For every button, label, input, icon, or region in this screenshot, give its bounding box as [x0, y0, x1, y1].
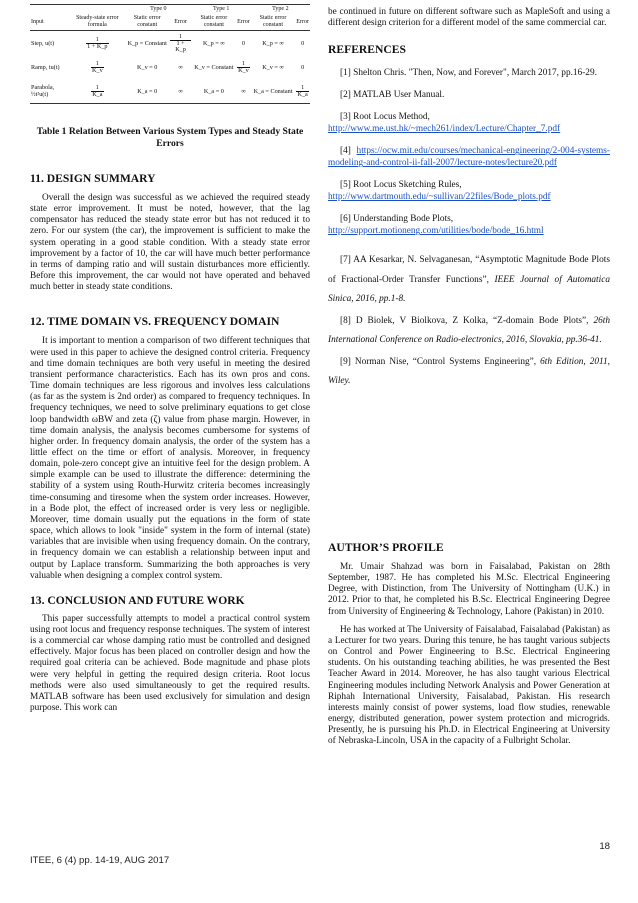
- section-heading: 12. TIME DOMAIN VS. FREQUENCY DOMAIN: [30, 315, 280, 329]
- reference-item: [1] Shelton Chris. "Then, Now, and Forever", March 2017, pp.16-29.: [340, 68, 597, 79]
- reference-item: [328, 111, 610, 135]
- right-column: [328, 0, 610, 747]
- table-cell-constant: K_a = Constant: [251, 79, 295, 104]
- table-row: [30, 79, 310, 104]
- reference-item: [2] MATLAB User Manual.: [340, 90, 445, 101]
- fraction-denominator: 1 + K_p: [175, 39, 186, 53]
- table-cell-error: 0: [301, 63, 305, 71]
- fraction-denominator: K_v: [238, 66, 249, 74]
- page-number: 18: [599, 841, 610, 852]
- table-cell-input: Ramp, tu(t): [31, 63, 60, 71]
- section-heading: REFERENCES: [328, 43, 406, 57]
- table-cell-constant: K_p = Constant: [127, 39, 167, 47]
- system-types-table: [30, 4, 310, 104]
- table-cell-constant: K_p = ∞: [262, 39, 284, 47]
- table-header-constant: Static error constant: [251, 14, 295, 31]
- section-heading: 13. CONCLUSION AND FUTURE WORK: [30, 593, 245, 607]
- reference-link[interactable]: http://www.me.ust.hk/~mech261/index/Lecture/Chapter_7.pdf: [328, 124, 561, 135]
- table-cell-error: ∞: [236, 79, 251, 104]
- table-cell-constant: K_v = ∞: [262, 63, 284, 71]
- reference-venue: IEEE Journal of Automatica Sinica, 2016, pp.1-8.: [328, 274, 610, 305]
- reference-venue: 6th Edition, 2011, Wiley.: [328, 356, 610, 387]
- author-paragraph: He has worked at The University of Faisalabad, Faisalabad (Pakistan) as a Lecturer for two years. During this tenure, he has taught various subjects on Control and Power Engineering to B.Sc. Electrical Engineering students. On his outstanding teaching abilities, he was presented the Best Teacher Award in 2014. Moreover, he has also taught various Electrical Engineering modules including Network Analysis and Power Generation at Riphah International University, Faisalabad, Pakistan. His research interests mainly consist of power systems, load flow studies, renewable energy, distributed generation, power system protection and microgrids. Presently, he is pursuing his Ph.D. in Electrical Engineering at University of Nebraska-Lincoln, USA in the capacity of a Fulbright Scholar.: [328, 624, 610, 747]
- reference-item: [328, 213, 610, 237]
- reference-link[interactable]: http://www.dartmouth.edu/~sullivan/22files/Bode_plots.pdf: [328, 192, 551, 203]
- reference-item: [328, 179, 610, 203]
- table-cell-input: Parabola, ½t²u(t): [30, 79, 70, 104]
- fraction-denominator: 1 + K_p: [87, 42, 108, 50]
- reference-text: [7] AA Kesarkar, N. Selvaganesan, “Asymptotic Magnitude Bode Plots of Fractional-Order Transfer Functions”,: [328, 255, 610, 285]
- fraction-numerator: 1: [237, 61, 250, 68]
- table-cell-error: ∞: [178, 63, 183, 71]
- reference-text: [4]: [340, 146, 357, 157]
- fraction-numerator: 1: [170, 34, 190, 41]
- left-column: [30, 0, 310, 714]
- reference-text: [9] Norman Nise, “Control Systems Engineering”,: [340, 356, 537, 367]
- table-group-type0: Type 0: [125, 5, 192, 15]
- table-cell-error: [236, 55, 251, 79]
- reference-item: [328, 145, 610, 169]
- table-header-error: Error: [236, 14, 251, 31]
- table-cell-constant: K_p = ∞: [203, 39, 225, 47]
- table-header-constant: Static error constant: [125, 14, 169, 31]
- table-cell-constant: K_v = Constant: [194, 63, 234, 71]
- table-group-type2: Type 2: [251, 5, 310, 15]
- fraction-denominator: K_a: [92, 90, 103, 98]
- table-caption: Table 1 Relation Between Various System Types and Steady State Errors: [36, 126, 304, 149]
- page-footer: ITEE, 6 (4) pp. 14-19, AUG 2017: [30, 855, 170, 866]
- section-heading: AUTHOR’S PROFILE: [328, 541, 444, 554]
- table-cell-error: [169, 31, 191, 56]
- table-cell-formula: [70, 31, 125, 56]
- table-cell-constant: K_a = 0: [192, 79, 236, 104]
- section-paragraph-continued: be continued in future on different software such as MapleSoft and using a different design criterion for a different model of the same commercial car.: [328, 7, 610, 29]
- table-cell-constant: K_a = 0: [125, 79, 169, 104]
- table-cell-formula: [70, 79, 125, 104]
- table-header-blank: [70, 5, 125, 15]
- reference-item: [328, 353, 610, 392]
- fraction-denominator: K_a: [297, 90, 308, 98]
- table-row: [30, 55, 310, 79]
- reference-text: [3] Root Locus Method,: [340, 112, 430, 123]
- section-paragraph: Overall the design was successful as we achieved the required steady state error improvement. It must be noted, however, that the lag compensator has reduced the steady state error but has not reduced it to zero. For our system (the car), the improvement is sufficient to make the system operating in a good stable condition. With a steady state error improvement by a factor of 10, the car will have much better performance in terms of damping ratio and will sustain disturbances more efficiently. Before this improvement, the car would not have operated and behaved much better in steady state conditions.: [30, 193, 310, 293]
- fraction-numerator: 1: [296, 85, 308, 92]
- table-cell-error: 0: [241, 39, 245, 47]
- reference-text: [6] Understanding Bode Plots,: [340, 214, 454, 225]
- table-cell-error: 0: [301, 39, 305, 47]
- reference-text: [8] D Biolek, V Biolkova, Z Kolka, “Z-domain Bode Plots”,: [340, 315, 589, 326]
- table-cell-input: Step, u(t): [31, 39, 55, 47]
- reference-item: [328, 251, 610, 310]
- table-cell-error: ∞: [169, 79, 191, 104]
- reference-venue: 26th International Conference on Radio-electronics, 2016, Slovakia, pp.36-41.: [328, 315, 610, 346]
- table-cell-formula: [70, 55, 125, 79]
- reference-item: [328, 312, 610, 351]
- reference-link[interactable]: https://ocw.mit.edu/courses/mechanical-engineering/2-004-systems-modeling-and-control-ii-fall-2007/lecture-notes/lecture20.pdf: [328, 146, 610, 169]
- reference-list: [328, 67, 610, 392]
- table-cell-constant: K_v = 0: [137, 63, 158, 71]
- table-row: [30, 31, 310, 56]
- table-group-type1: Type 1: [192, 5, 251, 15]
- section-paragraph: This paper successfully attempts to model a practical control system using root locus and frequency response techniques. The system of interest is a commercial car whose damping ratio must be controlled and designed effectively. Major focus has been placed on controller design and how the required goal criteria can be achieved. Bode magnitude and phase plots were very helpful in getting the required design criteria. Root locus methods were also used simultaneously to get the required results. MATLAB software has been used exclusively for simulation and design purpose. This work can: [30, 613, 310, 714]
- reference-link[interactable]: http://support.motioneng.com/utilities/bode/bode_16.html: [328, 226, 544, 237]
- fraction-denominator: K_v: [92, 66, 103, 74]
- reference-text: [5] Root Locus Sketching Rules,: [340, 180, 462, 191]
- author-paragraph: Mr. Umair Shahzad was born in Faisalabad, Pakistan on 28th September, 1987. He has completed his M.Sc. Electrical Engineering Degree, with Distinction, from The University of Nottingham (U.K.) in 2012. Prior to that, he completed his B.Sc. Electrical Engineering Degree from University of Engineering & Technology, Lahore (Pakistan) in 2010.: [328, 562, 610, 617]
- fraction-numerator: 1: [86, 37, 108, 44]
- table-cell-error: [295, 79, 310, 104]
- author-profile: [328, 562, 610, 748]
- fraction-numerator: 1: [91, 85, 103, 92]
- table-header-error: Error: [295, 14, 310, 31]
- section-heading: 11. DESIGN SUMMARY: [30, 172, 156, 185]
- table-header-constant: Static error constant: [192, 14, 236, 31]
- fraction-numerator: 1: [91, 61, 104, 68]
- table-header-blank: [30, 5, 70, 15]
- table-header-formula: Steady-state error formula: [70, 14, 125, 31]
- table-header-error: Error: [169, 14, 191, 31]
- table-header-input: Input: [30, 14, 70, 31]
- section-paragraph: It is important to mention a comparison of two different techniques that were used in this paper to achieve the designed control criteria. Frequency and time domain techniques are both very useful in meeting the desired transient performance characteristics. Each has its own pros and cons. Time domain techniques are less rigorous and involves less calculations (as far as the system is 2nd order) as compared to frequency techniques. In frequency techniques, we need to solve preliminary equations to get close loop bandwidth ωBW and zeta (ζ) value from phase margin. However, in time domain analysis, the analysis becomes cumbersome for systems of higher order. In frequency domain analysis, the order of the system has a little effect on the time or effort of analysis. Moreover, in frequency domain, pole-zero concept give an intuitive feel for the design problem. A simple example can be used to illustrate the difference: determining the stability of a system using Routh-Hurwitz criteria becomes increasingly time-consuming and tiresome when the system order increases. However, in a Bode plot, the effect of increased order is very less or negligible. Moreover, time domain usually put the equations in the form of state space, which allows to look "inside" system in the form of internal (state) variables that are invisible when using frequency domain. On the contrary, in frequency domain we can establish a relationship between input and output by Laplace transform. Summarizing the both approaches is very valuable when designing a complex control system.: [30, 336, 310, 581]
